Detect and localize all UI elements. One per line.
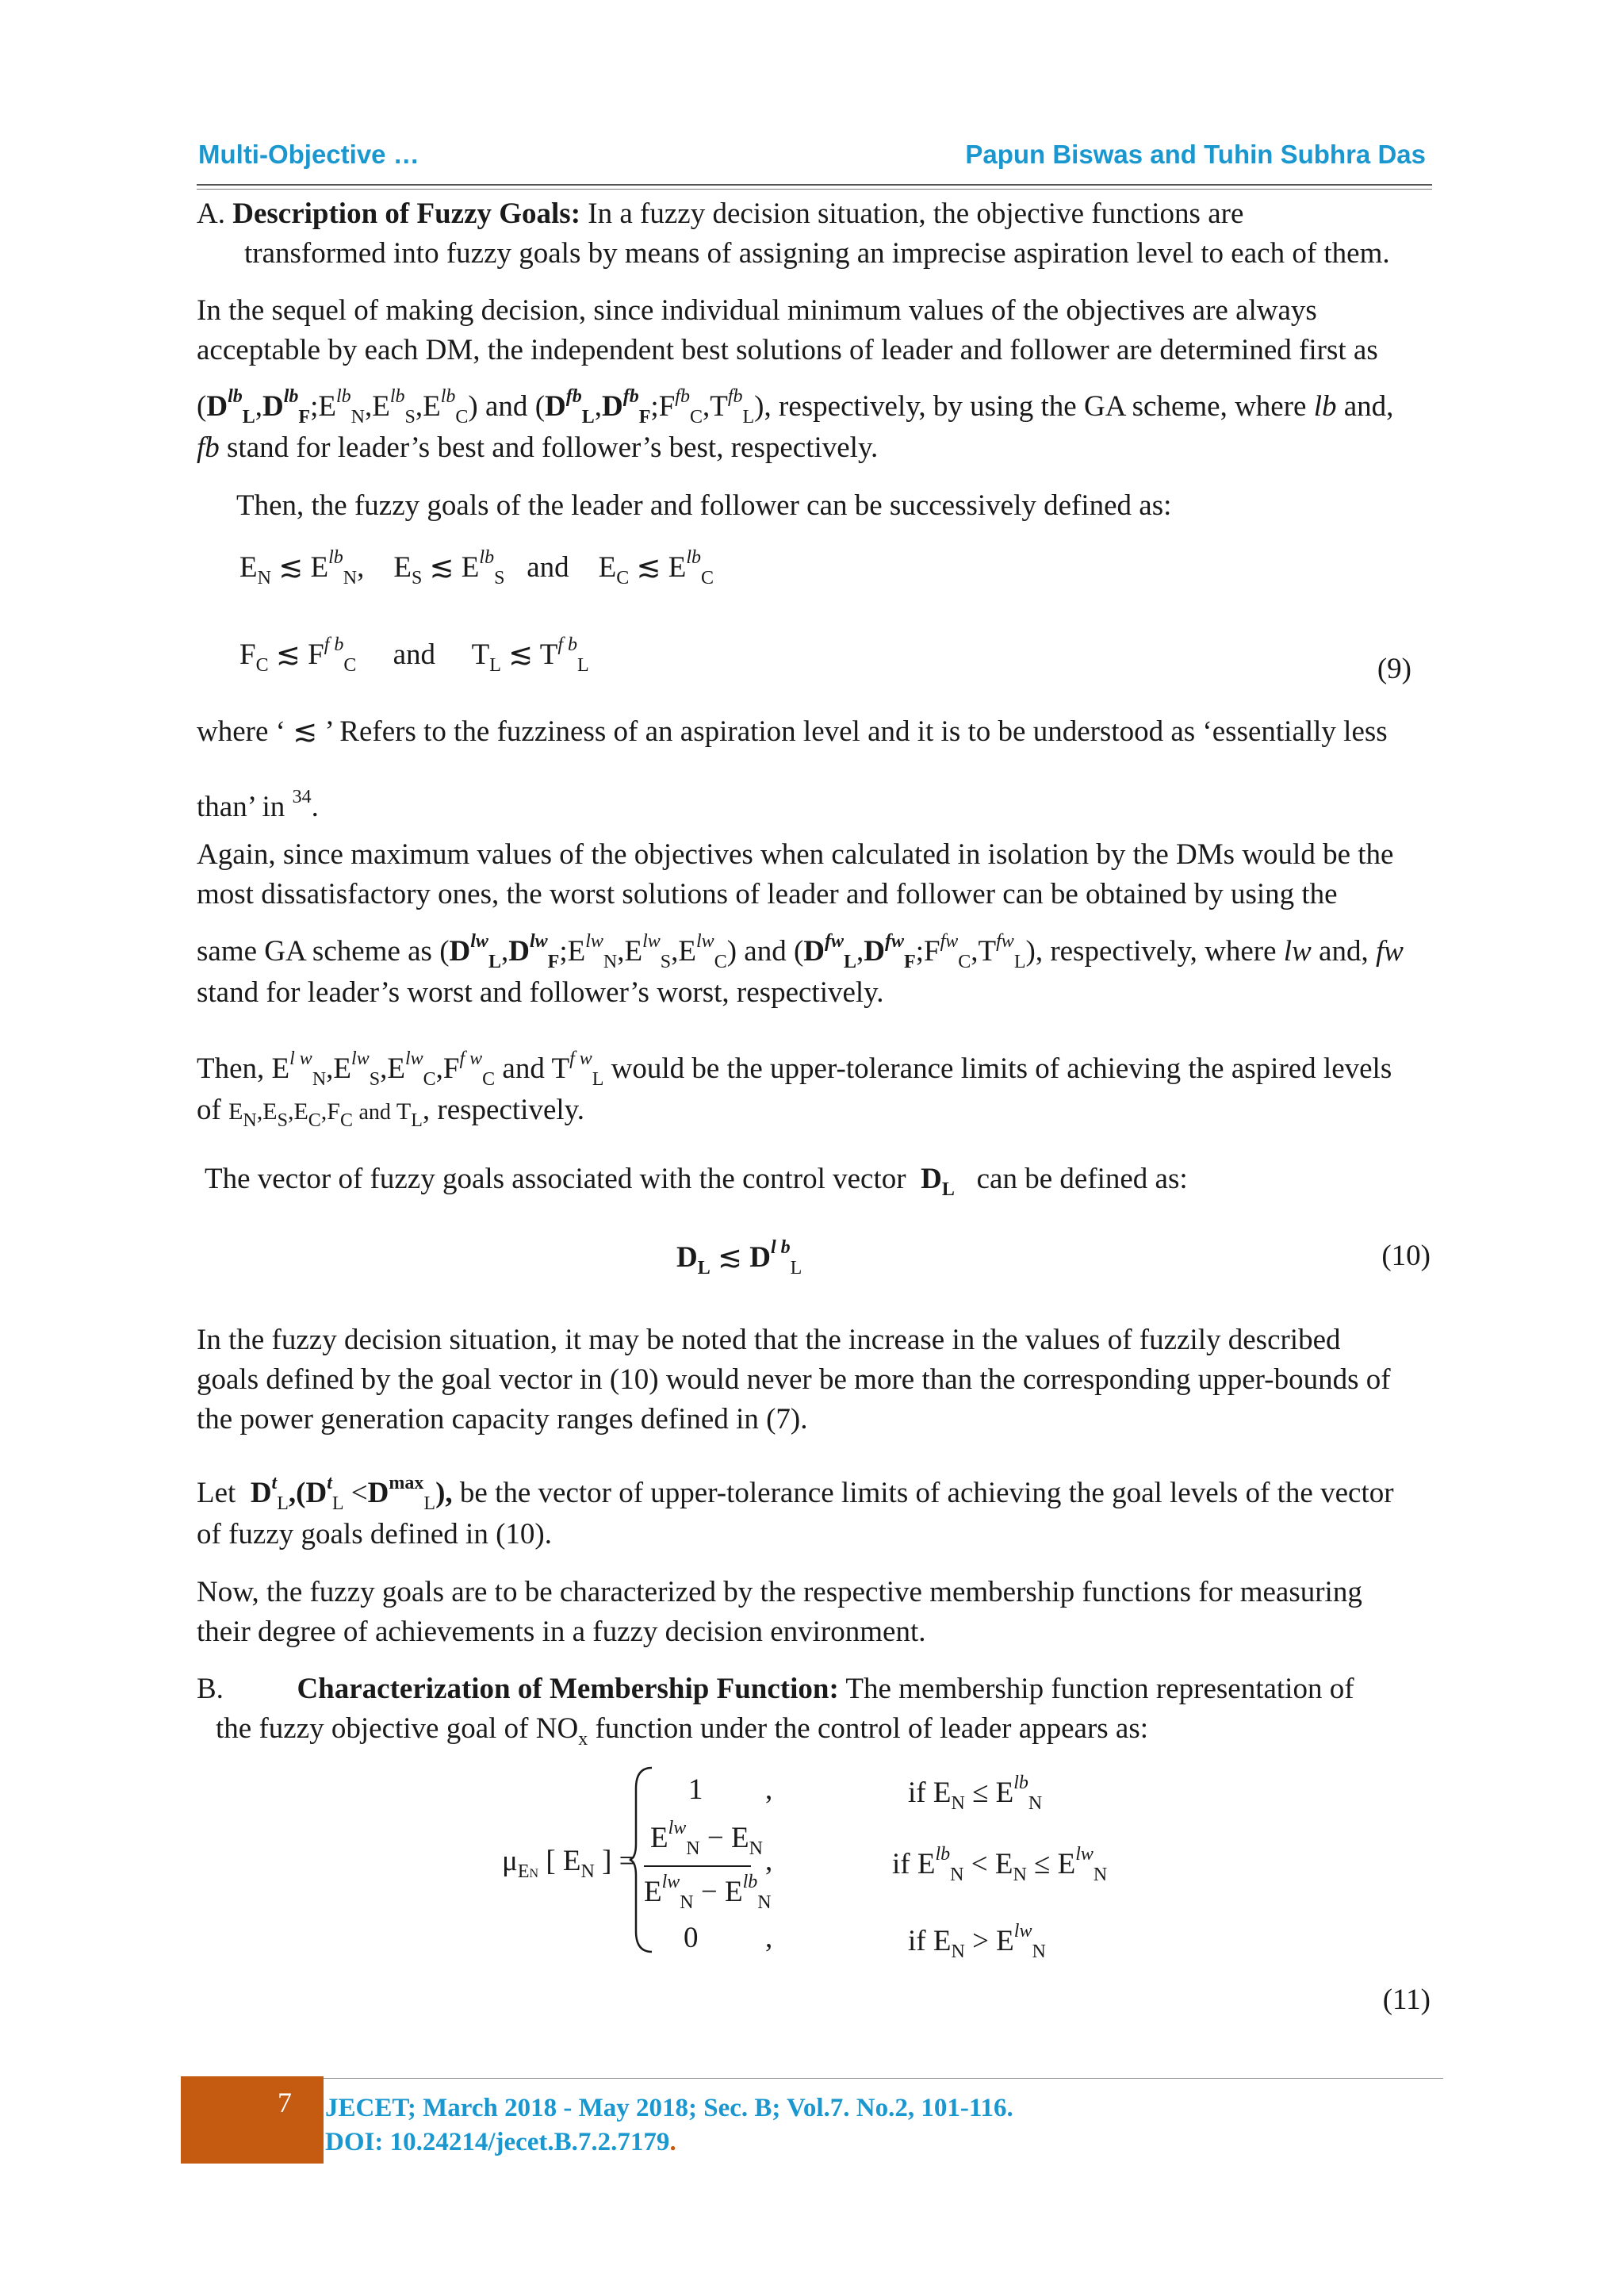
case-3-comma: ,: [765, 1922, 773, 1954]
footer-doi: DOI: 10.24214/jecet.B.7.2.7179.: [325, 2128, 676, 2156]
worst-solution-follower: $(D^{fw}_L,D^{fw}_F;F^{fw}_C,T^{fw}_L)$: [793, 931, 1036, 972]
para-5-line1: Then, $E^{l w}_N,E^{lw}_S,E^{lw}_C,F^{f w}_C$ and $T^{f w}_L$ would be the upper-tolerance limits of achieving the aspired levels: [197, 1048, 1392, 1090]
section-b-title: Characterization of Membership Function:: [297, 1673, 839, 1705]
upper-tolerance-vector: $D^t_L,(D^t_L <D^{max}_L)$,: [250, 1473, 453, 1514]
para-6: The vector of fuzzy goals associated with the control vector $D_L$ can be defined as:: [205, 1163, 1188, 1200]
para-4-line3: same GA scheme as $(D^{lw}_L,D^{lw}_F;E^{lw}_N,E^{lw}_S,E^{lw}_C)$ and $(D^{fw}_L,D^{fw}_F;F^{fw}_C,T^{fw}_L)$, respectively, where lw and, fw: [197, 931, 1404, 972]
best-solution-follower: $(D^{fb}_L,D^{fb}_F;F^{fb}_C,T^{fb}_L)$: [534, 386, 764, 427]
case-2-condition: if $E^{lb}_N < E_N \le E^{lw}_N$: [892, 1844, 1108, 1885]
section-a-line2: transformed into fuzzy goals by means of assigning an imprecise aspiration level to each of them.: [244, 237, 1390, 270]
header-rule: [197, 184, 1432, 186]
para-8-line2: of fuzzy goals defined in (10).: [197, 1518, 552, 1550]
para-8-line1: Let $D^t_L,(D^t_L <D^{max}_L)$, be the vector of upper-tolerance limits of achieving the goal levels of the vector: [197, 1473, 1394, 1514]
footer-page-block: [181, 2076, 324, 2164]
case-1-comma: ,: [765, 1773, 773, 1806]
para-4-line2: most dissatisfactory ones, the worst solutions of leader and follower can be obtained by using the: [197, 878, 1338, 910]
para-1-line4: fb stand for leader’s best and follower’s best, respectively.: [197, 431, 879, 464]
running-header-left: Multi-Objective …: [198, 140, 419, 169]
section-b-heading: B. Characterization of Membership Function: The membership function representation of: [197, 1673, 1354, 1705]
equation-10-number: (10): [1381, 1240, 1431, 1272]
footer-journal: JECET; March 2018 - May 2018; Sec. B; Vol.7. No.2, 101-116.: [325, 2094, 1013, 2122]
case-3-condition: if $E_N > E^{lw}_N$: [908, 1921, 1046, 1962]
para-1-line3: $(D^{lb}_L,D^{lb}_F;E^{lb}_N,E^{lb}_S,E^{lb}_C)$ and $(D^{fb}_L,D^{fb}_F;F^{fb}_C,T^{fb}_L)$, respectively, by using the GA scheme, where lb and,: [197, 386, 1394, 427]
para-3-line2: than’ in $^{34}$.: [197, 787, 319, 823]
para-1-line2: acceptable by each DM, the independent best solutions of leader and follower are determined first as: [197, 334, 1378, 366]
left-brace: [628, 1765, 657, 1955]
para-4-line4: stand for leader’s worst and follower’s worst, respectively.: [197, 976, 884, 1009]
para-5-line2: of $E_N,E_S,E_C,F_C$ and $T_L$, respectively.: [197, 1094, 584, 1131]
fraction-bar: [644, 1865, 751, 1867]
equation-11-number: (11): [1382, 1984, 1431, 2016]
case-1-condition: if $E_N \le E^{lb}_N$: [908, 1773, 1043, 1814]
fraction-denominator: $E^{lw}_N - E^{lb}_N$: [644, 1872, 772, 1913]
para-4-line1: Again, since maximum values of the objectives when calculated in isolation by the DMs would be the: [197, 838, 1394, 871]
para-3-line1: where ‘ ≲ ’ Refers to the fuzziness of an aspiration level and it is to be understood as ‘essentially less: [197, 715, 1388, 748]
para-2: Then, the fuzzy goals of the leader and follower can be successively defined as:: [236, 489, 1172, 522]
para-7-line2: goals defined by the goal vector in (10) would never be more than the corresponding upper-bounds of: [197, 1363, 1391, 1396]
equation-10: $D_L$ ≲ $D^{l b}_L$: [676, 1237, 802, 1278]
para-7-line3: the power generation capacity ranges defined in (7).: [197, 1403, 808, 1435]
case-3-value: 0: [684, 1922, 699, 1954]
page-number: 7: [278, 2087, 292, 2118]
case-2-comma: ,: [765, 1845, 773, 1877]
best-solution-leader: $(D^{lb}_L,D^{lb}_F;E^{lb}_N,E^{lb}_S,E^{lb}_C)$: [197, 386, 478, 427]
header-rule-thin: [197, 189, 1432, 190]
para-1-line1: In the sequel of making decision, since individual minimum values of the objectives are always: [197, 294, 1317, 327]
case-1-value: 1: [688, 1773, 703, 1806]
section-a-title: Description of Fuzzy Goals:: [232, 197, 581, 230]
membership-function-lhs: $\mu_{EN}$ [ $E_N$ ] =: [502, 1845, 636, 1882]
para-9-line2: their degree of achievements in a fuzzy decision environment.: [197, 1616, 926, 1648]
equation-9-line2: $F_C$ ≲ $F^{f b}_C$ and $T_L$ ≲ $T^{f b}_L$: [239, 634, 589, 676]
worst-solution-leader: $(D^{lw}_L,D^{lw}_F;E^{lw}_N,E^{lw}_S,E^{lw}_C)$: [439, 931, 737, 972]
fraction-numerator: $E^{lw}_N - E_N$: [650, 1818, 763, 1859]
section-b-line2: the fuzzy objective goal of $NO_x$ function under the control of leader appears as:: [216, 1712, 1149, 1750]
section-a-heading: A. Description of Fuzzy Goals: In a fuzzy decision situation, the objective functions are: [197, 197, 1244, 230]
para-7-line1: In the fuzzy decision situation, it may be noted that the increase in the values of fuzzily described: [197, 1324, 1341, 1356]
running-header-right: Papun Biswas and Tuhin Subhra Das: [965, 140, 1426, 169]
para-9-line1: Now, the fuzzy goals are to be characterized by the respective membership functions for measuring: [197, 1576, 1362, 1608]
footer-rule: [324, 2078, 1443, 2079]
equation-9-line1: $E_N$ ≲ $E^{lb}_N$, $E_S$ ≲ $E^{lb}_S$ and $E_C$ ≲ $E^{lb}_C$: [239, 547, 714, 588]
equation-9-number: (9): [1377, 653, 1411, 685]
